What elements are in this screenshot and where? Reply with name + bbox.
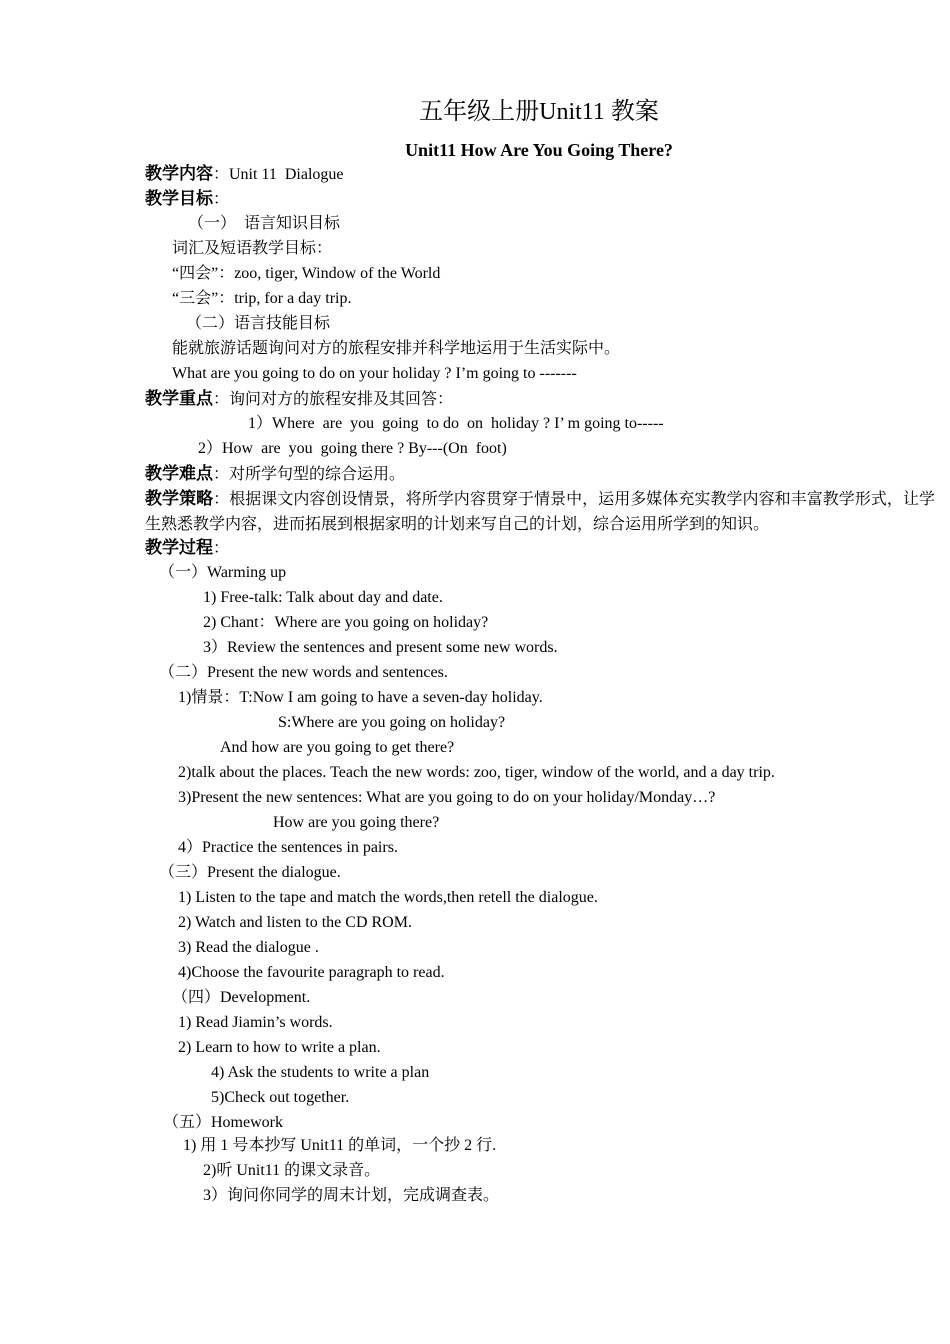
process-line: 1)情景：T:Now I am going to have a seven-day holiday.	[178, 689, 543, 706]
process-line: 4）Practice the sentences in pairs.	[178, 839, 398, 856]
process-line: 4) Ask the students to write a plan	[211, 1064, 430, 1081]
strategy-paragraph	[145, 486, 935, 537]
process-line: 2) Learn to how to write a plan.	[178, 1039, 381, 1056]
strategy-label: 教学策略	[145, 489, 214, 508]
process-line: How are you going there?	[273, 814, 440, 831]
objectives-heading	[145, 189, 229, 210]
difficulty-text: ：对所学句型的综合运用。	[213, 466, 406, 483]
objectives-line: （一） 语言知识目标	[188, 215, 341, 232]
process-line: （三）Present the dialogue.	[159, 864, 341, 881]
keypoints-label: 教学重点	[145, 389, 213, 408]
process-line: （四）Development.	[172, 989, 311, 1006]
content-label: 教学内容	[145, 164, 213, 183]
keypoints-line: 2）How are you going there ? By---(On foot)	[198, 440, 507, 457]
keypoints-text: ：询问对方的旅程安排及其回答：	[213, 391, 454, 408]
process-line: 3）询问你同学的周末计划，完成调查表。	[203, 1187, 500, 1204]
process-line: And how are you going to get there?	[220, 739, 455, 756]
difficulty-label: 教学难点	[145, 464, 213, 483]
objectives-line: （二）语言技能目标	[186, 315, 331, 332]
process-line: 1) Read Jiamin’s words.	[178, 1014, 333, 1031]
process-line: 2) Watch and listen to the CD ROM.	[178, 914, 412, 931]
process-line: 1) Free-talk: Talk about day and date.	[203, 589, 443, 606]
objectives-line: “三会”：trip, for a day trip.	[172, 290, 352, 307]
content-line	[145, 164, 344, 185]
process-line: 3) Read the dialogue .	[178, 939, 319, 956]
process-line: （一）Warming up	[159, 564, 287, 581]
process-line: 3)Present the new sentences: What are you going to do on your holiday/Monday…?	[178, 789, 716, 806]
document-title: 五年级上册Unit11 教案	[419, 99, 659, 125]
process-line: 5)Check out together.	[211, 1089, 350, 1106]
process-heading	[145, 538, 229, 559]
process-line: 2) Chant：Where are you going on holiday?	[203, 614, 489, 631]
difficulty-line	[145, 464, 405, 485]
strategy-text: ：根据课文内容创设情景，将所学内容贯穿于情景中，运用多媒体充实教学内容和丰富教学形式，让学生熟悉教学内容，进而拓展到根据家明的计划来写自己的计划，综合运用所学到的知识。	[145, 491, 935, 533]
document-subtitle: Unit11 How Are You Going There?	[405, 140, 673, 160]
keypoints-line: 1）Where are you going to do on holiday ? I’ m going to-----	[248, 415, 664, 432]
process-line: （二）Present the new words and sentences.	[159, 664, 448, 681]
objectives-line: 词汇及短语教学目标：	[172, 240, 333, 257]
process-line: 4)Choose the favourite paragraph to read.	[178, 964, 445, 981]
process-line: 2)听 Unit11 的课文录音。	[203, 1162, 381, 1179]
process-line: （五）Homework	[163, 1114, 283, 1131]
process-label: 教学过程	[145, 538, 213, 557]
objectives-colon: ：	[213, 191, 230, 208]
objectives-label: 教学目标	[145, 189, 213, 208]
objectives-line: “四会”：zoo, tiger, Window of the World	[172, 265, 441, 282]
process-line: 1) 用 1 号本抄写 Unit11 的单词，一个抄 2 行.	[183, 1137, 497, 1154]
process-line: 2)talk about the places. Teach the new words: zoo, tiger, window of the world, and a day trip.	[178, 764, 775, 781]
process-colon: ：	[213, 540, 230, 557]
content-text: ：Unit 11 Dialogue	[213, 166, 344, 183]
objectives-line: 能就旅游话题询问对方的旅程安排并科学地运用于生活实际中。	[172, 340, 621, 357]
keypoints-heading	[145, 389, 453, 410]
process-line: 3）Review the sentences and present some new words.	[203, 639, 558, 656]
objectives-line: What are you going to do on your holiday ? I’m going to -------	[172, 365, 577, 382]
process-line: 1) Listen to the tape and match the words,then retell the dialogue.	[178, 889, 598, 906]
process-line: S:Where are you going on holiday?	[278, 714, 506, 731]
